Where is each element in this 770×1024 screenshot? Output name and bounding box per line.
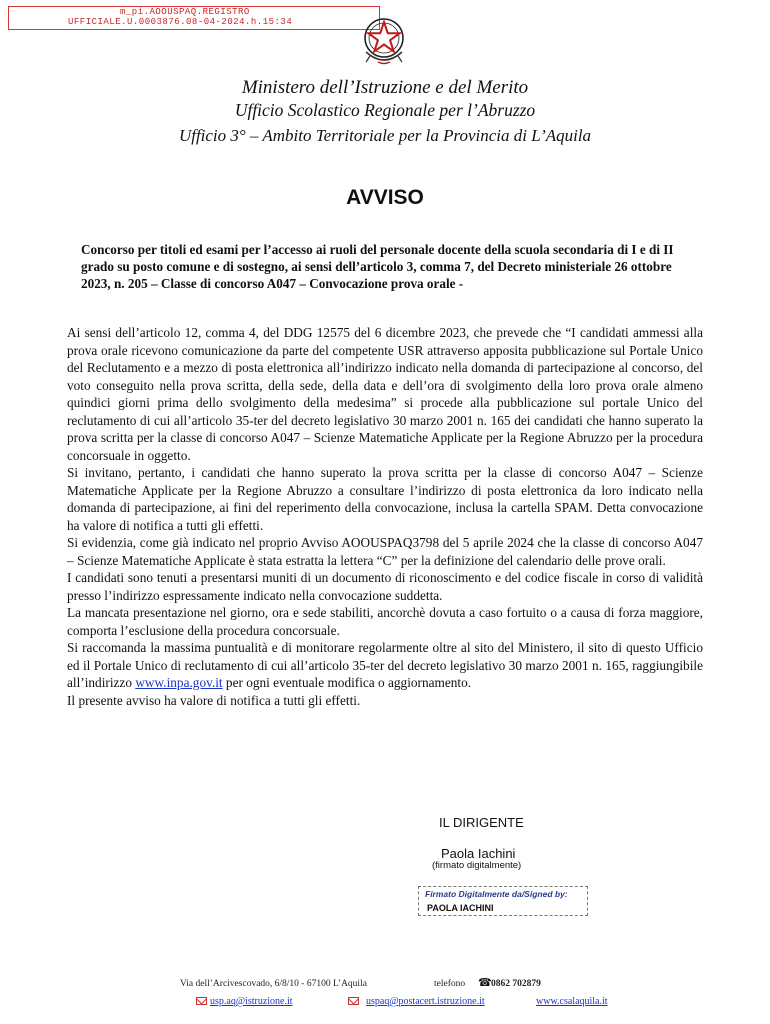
- body-paragraph-1: Ai sensi dell’articolo 12, comma 4, del DDG 12575 del 6 dicembre 2023, che prevede che “I candidati ammessi alla prova orale ricevono comunicazione da parte del competente USR attraverso apposita pubblicazione sul Portale Unico del Reclutamento e a mezzo di posta elettronica all’indirizzo indicato nella domanda di partecipazione al concorso, del voto conseguito nella prova scritta, della sede, della data e dell’ora di svolgimento della loro prova orale almeno quindici giorni prima dello svolgimento della medesima” si procede alla pubblicazione sul portale Unico del reclutamento di cui all’articolo 35-ter del decreto legislativo 30 marzo 2001 n. 165 dei candidati che hanno superato la prova scritta per la classe di concorso A047 – Scienze Matematiche Applicate per la Regione Abruzzo per la procedura concorsuale in oggetto.: [67, 325, 703, 463]
- footer-pec-link[interactable]: uspaq@postacert.istruzione.it: [366, 996, 485, 1007]
- pec-email-icon: [348, 997, 359, 1005]
- protocol-stamp-line2: UFFICIALE.U.0003876.08-04-2024.h.15:34: [68, 17, 293, 27]
- body-paragraph-7: Il presente avviso ha valore di notifica a tutti gli effetti.: [67, 692, 361, 708]
- signature-role: IL DIRIGENTE: [439, 815, 524, 830]
- signature-name: Paola Iachini: [441, 846, 516, 861]
- footer-website-link[interactable]: www.csalaquila.it: [536, 996, 608, 1007]
- document-subject: Concorso per titoli ed esami per l’accesso ai ruoli del personale docente della scuola secondaria di I e di II grado su posto comune e di sostegno, ai sensi dell’articolo 3, comma 7, del Decreto ministeriale 26 ottobre 2023, n. 205 – Classe di concorso A047 – Convocazione prova orale -: [81, 242, 674, 291]
- footer-email-link[interactable]: usp.aq@istruzione.it: [210, 996, 293, 1007]
- body-paragraph-3: Si evidenzia, come già indicato nel proprio Avviso AOOUSPAQ3798 del 5 aprile 2024 che la classe di concorso A047 – Scienze Matematiche Applicate è stata estratta la lettera “C” per la definizione del calendario delle prove orali.: [67, 535, 703, 568]
- body-paragraph-5: La mancata presentazione nel giorno, ora e sede stabiliti, ancorchè dovuta a caso fortuito o a causa di forza maggiore, comporta l’esclusione della procedura concorsuale.: [67, 605, 703, 638]
- regional-office-name: Ufficio Scolastico Regionale per l’Abruzzo: [234, 100, 536, 120]
- footer-phone: 0862 702879: [491, 979, 541, 989]
- digital-signature-caption: Firmato Digitalmente da/Signed by:: [425, 889, 568, 899]
- footer-address: Via dell’Arcivescovado, 6/8/10 - 67100 L’Aquila: [180, 979, 367, 989]
- local-office-name: Ufficio 3° – Ambito Territoriale per la Provincia di L’Aquila: [178, 126, 592, 145]
- document-body: [67, 324, 703, 709]
- ministry-name: Ministero dell’Istruzione e del Merito: [241, 77, 529, 98]
- body-paragraph-2: Si invitano, pertanto, i candidati che hanno superato la prova scritta per la classe di concorso A047 – Scienze Matematiche Applicate per la Regione Abruzzo a consultare l’indirizzo di posta elettronica da loro indicato nella domanda di partecipazione, ai fini del reperimento della convocazione, inclusa la cartella SPAM. Detta convocazione ha valore di notifica a tutti gli effetti.: [67, 465, 703, 533]
- digital-signature-name: PAOLA IACHINI: [427, 903, 494, 913]
- email-icon: [196, 997, 207, 1005]
- signature-note: (firmato digitalmente): [432, 860, 522, 871]
- protocol-stamp-line1: m_pi.AOOUSPAQ.REGISTRO: [120, 7, 250, 17]
- italian-republic-emblem-icon: [358, 12, 410, 68]
- body-paragraph-6-text: Si raccomanda la massima puntualità e di monitorare regolarmente oltre al sito del Ministero, il sito di questo Ufficio ed il Portale Unico di reclutamento di cui all’articolo 35-ter del decreto legislativo 30 marzo 2001 n. 165, raggiungibile all’indirizzo: [67, 640, 703, 690]
- document-title: AVVISO: [346, 186, 424, 209]
- phone-icon: ☎: [478, 977, 492, 989]
- body-paragraph-6-tail: per ogni eventuale modifica o aggiornamento.: [222, 675, 472, 690]
- inpa-link[interactable]: www.inpa.gov.it: [135, 675, 223, 690]
- body-paragraph-6: [67, 639, 703, 692]
- footer-phone-label: telefono: [434, 979, 466, 989]
- digital-signature-box: [418, 886, 588, 916]
- body-paragraph-4: I candidati sono tenuti a presentarsi muniti di un documento di riconoscimento e del codice fiscale in corso di validità presso l’indirizzo espressamente indicato nella convocazione suddetta.: [67, 570, 703, 603]
